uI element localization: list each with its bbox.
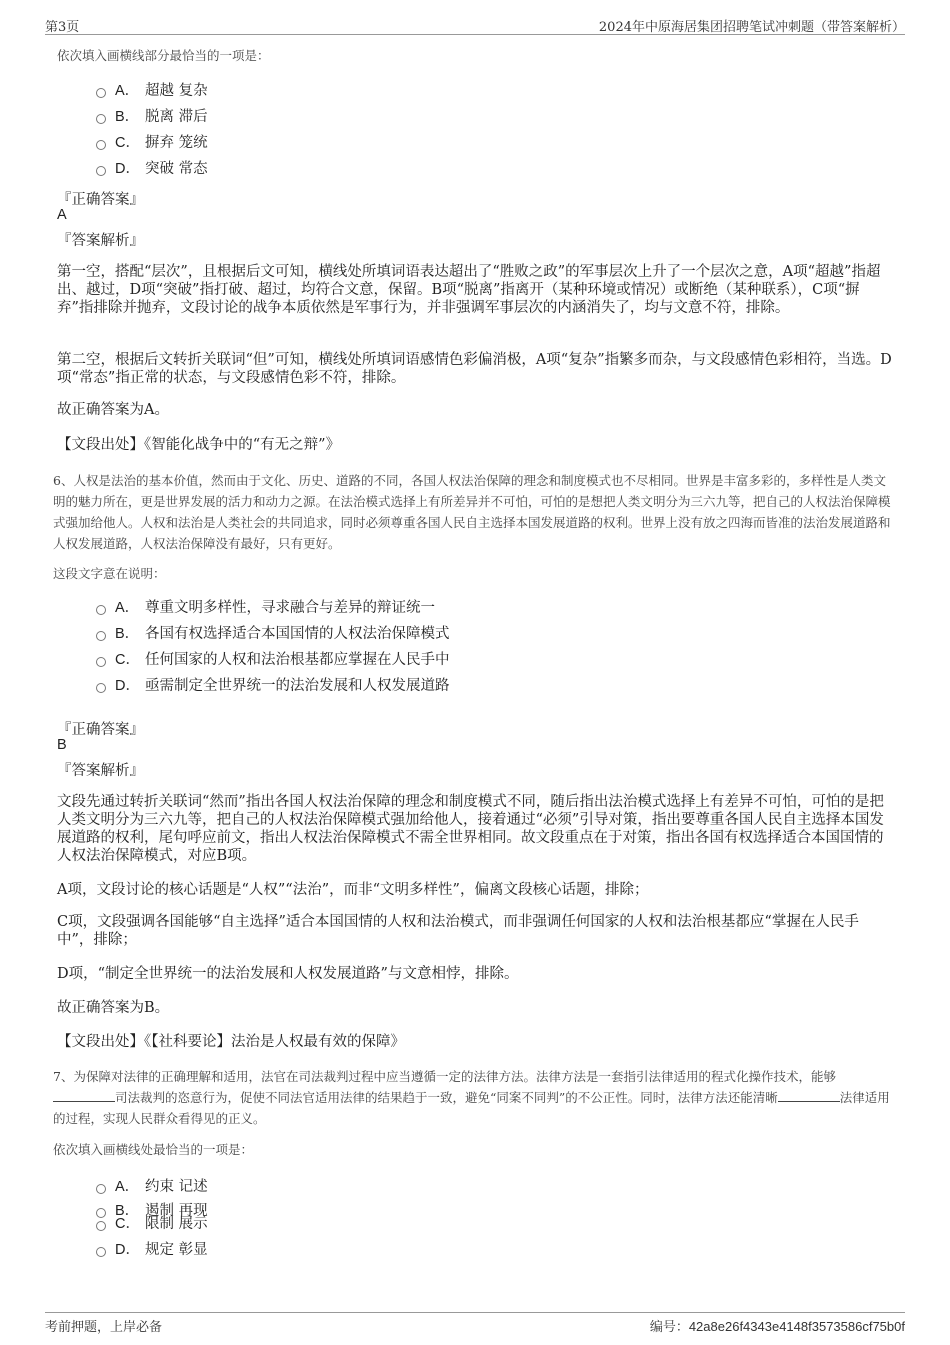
correct-answer: B xyxy=(57,737,67,753)
q7-option-b[interactable]: B． 遏制 再现 xyxy=(96,1201,208,1221)
document-title: 2024年中原海居集团招聘笔试冲刺题（带答案解析） xyxy=(598,20,905,35)
page-header xyxy=(45,14,905,35)
q6-option-a[interactable]: A． 尊重文明多样性，寻求融合与差异的辩证统一 xyxy=(96,598,435,618)
q5-option-a[interactable]: A． 超越 复杂 xyxy=(96,81,208,101)
passage-source: 【文段出处】《智能化战争中的“有无之辩”》 xyxy=(57,437,341,453)
q5-option-c[interactable]: C． 摒弃 笼统 xyxy=(96,133,208,153)
answer-label: 『正确答案』 xyxy=(57,192,144,208)
radio-icon[interactable] xyxy=(96,1184,106,1194)
q6-option-c[interactable]: C． 任何国家的人权和法治根基都应掌握在人民手中 xyxy=(96,650,450,670)
fill-blank xyxy=(53,1089,115,1102)
page-footer xyxy=(45,1312,905,1337)
q6-stem: 6、人权是法治的基本价值，然而由于文化、历史、道路的不同，各国人权法治保障的理念和制度模式也不尽相同。世界是丰富多彩的，多样性是人类文明的魅力所在，更是世界发展的活力和动力之源。在法治模式选择上有所差异并不可怕，可怕的是想把人类文明分为三六九等，把自己的人权法治保障模式强加给他人。人权和法治是人类社会的共同追求，同时必须尊重各国人民自主选择本国发展道路的权利。世界上没有放之四海而皆准的法治发展道路和人权发展道路，人权法治保障没有最好，只有更好。 xyxy=(53,473,891,551)
radio-icon[interactable] xyxy=(96,631,106,641)
radio-icon[interactable] xyxy=(96,657,106,667)
footer-slogan: 考前押题，上岸必备 xyxy=(45,1320,163,1335)
radio-icon[interactable] xyxy=(96,605,106,615)
correct-answer: A xyxy=(57,207,67,223)
q5-option-d[interactable]: D． 突破 常态 xyxy=(96,159,208,179)
q5-prompt: 依次填入画横线部分最恰当的一项是： xyxy=(57,48,270,63)
analysis-conclusion: 故正确答案为B。 xyxy=(57,1000,170,1016)
radio-icon[interactable] xyxy=(96,1247,106,1257)
q7-stem: 7、为保障对法律的正确理解和适用，法官在司法裁判过程中应当遵循一定的法律方法。法律方法是一套指引法律适用的程式化操作技术，能够司法裁判的恣意行为，促使不同法官适用法律的结果趋于一致，避免“同案不同判”的不公正性。同时，法律方法还能清晰 法律适用的过程，实现人民群众看得见的正义。 xyxy=(53,1069,890,1126)
analysis-label: 『答案解析』 xyxy=(57,763,144,779)
q7-option-c[interactable]: C． 限制 展示 xyxy=(96,1214,208,1234)
document-code: 编号：42a8e26f4343e4148f3573586cf75b0f xyxy=(649,1319,905,1335)
answer-label: 『正确答案』 xyxy=(57,722,144,738)
analysis-paragraph: 文段先通过转折关联词“然而”指出各国人权法治保障的理念和制度模式不同，随后指出法治模式选择上有差异不可怕，可怕的是把人类文明分为三六九等，把自己的人权法治保障模式强加给他人，接着通过“必须”引导对策，指出要尊重各国人民自主选择本国发展道路的权利，尾句呼应前文，指出人权法治保障模式不需全世界相同。故文段重点在于对策，指出各国有权选择适合本国国情的人权法治保障模式，对应B项。 xyxy=(57,794,884,864)
analysis-paragraph: 第二空，根据后文转折关联词“但”可知，横线处所填词语感情色彩偏消极，A项“复杂”指繁多而杂，与文段感情色彩相符，当选。D项“常态”指正常的状态，与文段感情色彩不符，排除。 xyxy=(57,352,892,386)
q6-option-b[interactable]: B． 各国有权选择适合本国国情的人权法治保障模式 xyxy=(96,624,450,644)
analysis-paragraph: 第一空，搭配“层次”，且根据后文可知，横线处所填词语表达超出了“胜败之政”的军事层次上升了一个层次之意，A项“超越”指超出、越过，D项“突破”指打破、超过，均符合文意，保留。B项“脱离”指离开（某种环境或情况）或断绝（某种联系），C项“摒弃”指排除并抛弃，文段讨论的战争本质依然是军事行为，并非强调军事层次的内涵消失了，均与文意不符，排除。 xyxy=(57,264,881,316)
radio-icon[interactable] xyxy=(96,114,106,124)
radio-icon[interactable] xyxy=(96,166,106,176)
radio-icon[interactable] xyxy=(96,1221,106,1231)
passage-source: 【文段出处】《【社科要论】法治是人权最有效的保障》 xyxy=(57,1034,405,1050)
analysis-paragraph: D项，“制定全世界统一的法治发展和人权发展道路”与文意相悖，排除。 xyxy=(57,966,519,982)
radio-icon[interactable] xyxy=(96,88,106,98)
q7-prompt: 依次填入画横线处最恰当的一项是： xyxy=(53,1142,254,1157)
radio-icon[interactable] xyxy=(96,140,106,150)
q5-option-b[interactable]: B． 脱离 滞后 xyxy=(96,107,208,127)
q6-option-d[interactable]: D． 亟需制定全世界统一的法治发展和人权发展道路 xyxy=(96,676,450,696)
page-number: 第3页 xyxy=(45,20,80,35)
radio-icon[interactable] xyxy=(96,683,106,693)
q7-option-d[interactable]: D． 规定 彰显 xyxy=(96,1240,208,1260)
analysis-conclusion: 故正确答案为A。 xyxy=(57,402,169,418)
q7-option-a[interactable]: A． 约束 记述 xyxy=(96,1177,208,1197)
fill-blank xyxy=(778,1089,840,1102)
analysis-label: 『答案解析』 xyxy=(57,233,144,249)
analysis-paragraph: A项，文段讨论的核心话题是“人权”“法治”，而非“文明多样性”，偏离文段核心话题，排除； xyxy=(57,882,649,898)
q6-prompt: 这段文字意在说明： xyxy=(53,566,166,581)
analysis-paragraph: C项，文段强调各国能够“自主选择”适合本国国情的人权和法治模式，而非强调任何国家的人权和法治根基都应“掌握在人民手中”，排除； xyxy=(57,914,859,948)
